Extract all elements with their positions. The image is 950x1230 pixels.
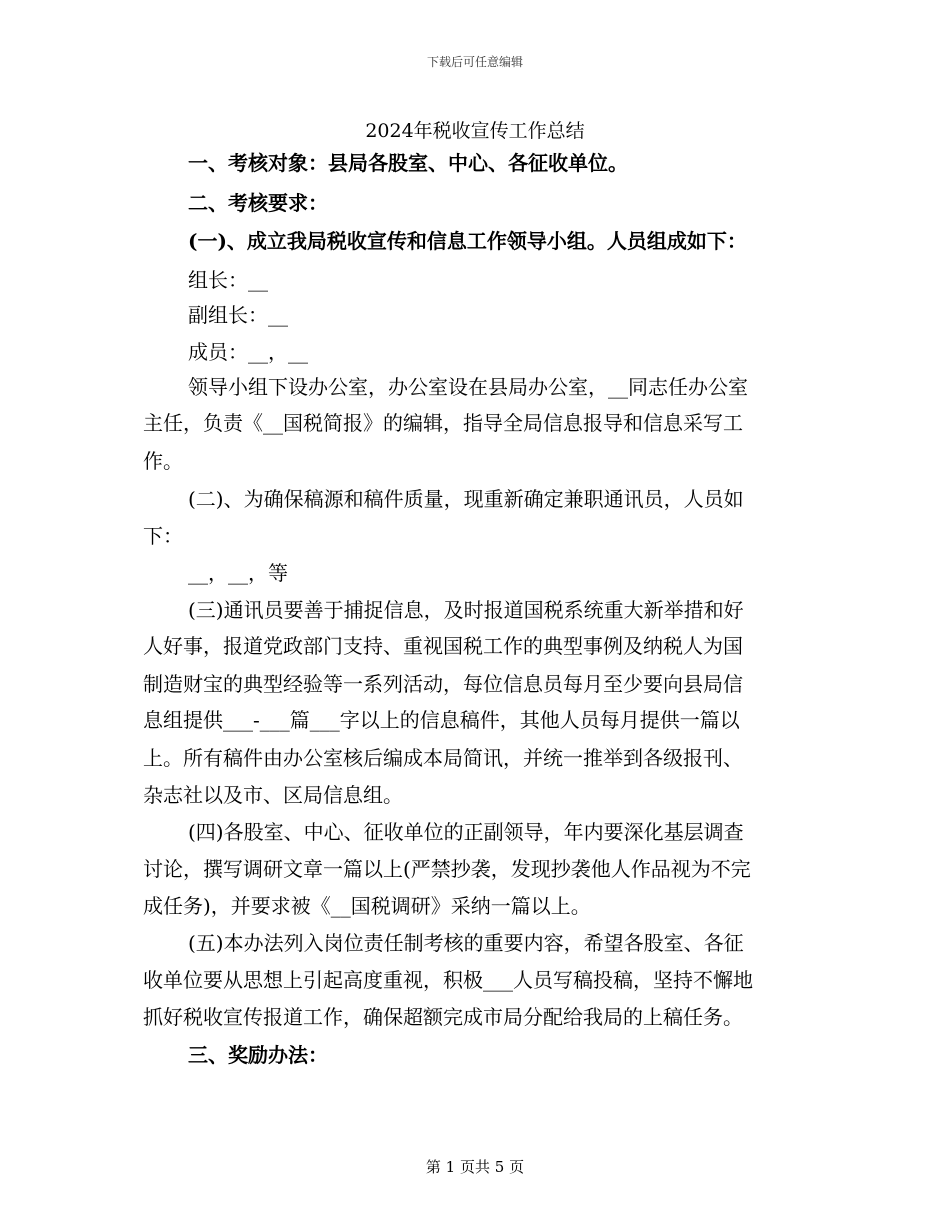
paragraph-line: 杂志社以及市、区局信息组。: [143, 783, 403, 807]
paragraph-line: 副组长：__: [188, 303, 288, 327]
paragraph-line: 下：: [143, 524, 183, 548]
page-number: 第 1 页共 5 页: [425, 1158, 525, 1176]
paragraph-line: (二)、为确保稿源和稿件质量，现重新确定兼职通讯员，人员如: [188, 487, 744, 511]
paragraph-line: (五)本办法列入岗位责任制考核的重要内容，希望各股室、各征: [188, 931, 744, 955]
paragraph-line: 成任务)，并要求被《__国税调研》采纳一篇以上。: [143, 894, 591, 918]
paragraph-line: (三)通讯员要善于捕捉信息，及时报道国税系统重大新举措和好: [188, 598, 744, 622]
section-heading: 三、奖励办法：: [188, 1043, 328, 1067]
paragraph-line: 领导小组下设办公室，办公室设在县局办公室，__同志任办公室: [188, 375, 748, 399]
paragraph-line: (四)各股室、中心、征收单位的正副领导，年内要深化基层调查: [188, 820, 744, 844]
paragraph-line: 息组提供___-___篇___字以上的信息稿件，其他人员每月提供一篇以: [143, 708, 740, 732]
header-note: 下载后可任意编辑: [426, 55, 523, 69]
paragraph-line: 收单位要从思想上引起高度重视，积极___人员写稿投稿，坚持不懈地: [143, 968, 753, 992]
paragraph-line: 上。所有稿件由办公室核后编成本局简讯，并统一推举到各级报刊、: [143, 746, 743, 770]
section-heading: 一、考核对象：县局各股室、中心、各征收单位。: [188, 151, 628, 175]
paragraph-line: 人好事，报道党政部门支持、重视国税工作的典型事例及纳税人为国: [143, 634, 743, 658]
paragraph-line: 讨论，撰写调研文章一篇以上(严禁抄袭，发现抄袭他人作品视为不完: [143, 857, 751, 881]
paragraph-line: __，__，等: [188, 561, 288, 585]
subsection-heading: (一)、成立我局税收宣传和信息工作领导小组。人员组成如下：: [188, 229, 747, 253]
section-heading: 二、考核要求：: [188, 191, 328, 215]
paragraph-line: 抓好税收宣传报道工作，确保超额完成市局分配给我局的上稿任务。: [143, 1005, 743, 1029]
paragraph-line: 制造财宝的典型经验等一系列活动，每位信息员每月至少要向县局信: [143, 672, 743, 696]
paragraph-line: 主任，负责《__国税简报》的编辑，指导全局信息报导和信息采写工: [143, 411, 743, 435]
paragraph-line: 作。: [143, 449, 183, 473]
paragraph-line: 组长：__: [188, 268, 268, 292]
paragraph-line: 成员：__，__: [188, 340, 308, 364]
document-title: 2024年税收宣传工作总结: [365, 120, 585, 142]
